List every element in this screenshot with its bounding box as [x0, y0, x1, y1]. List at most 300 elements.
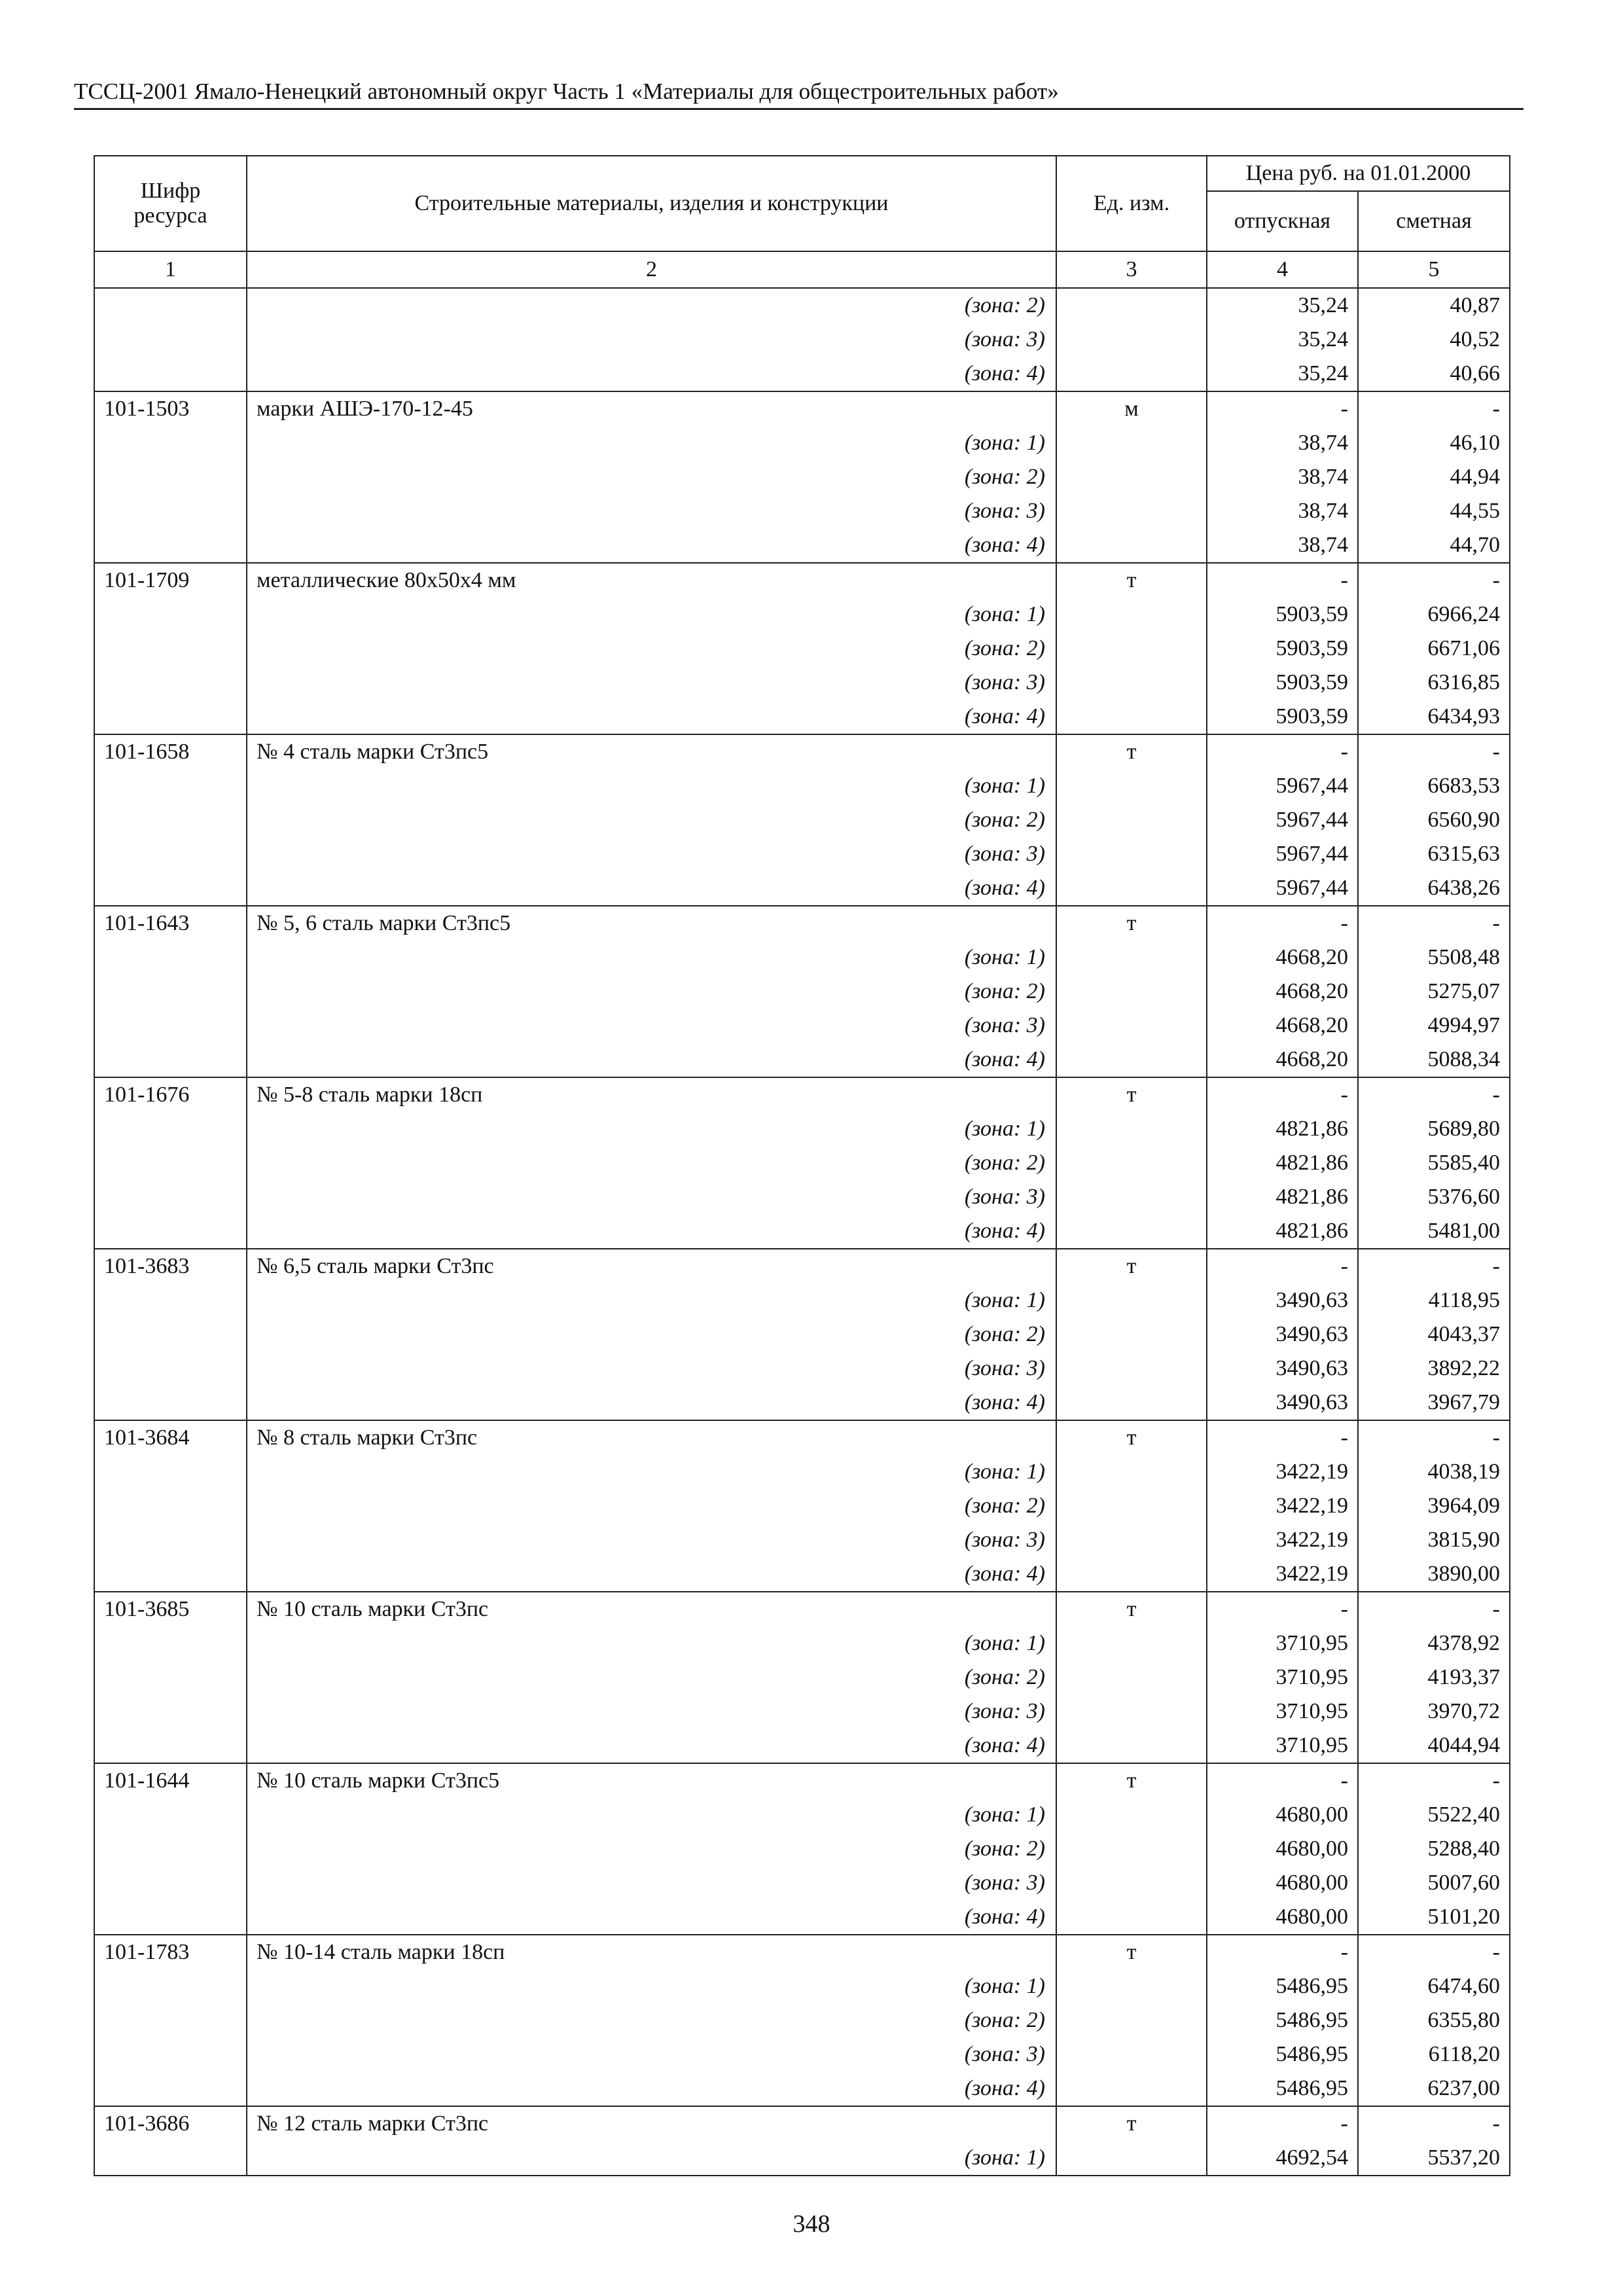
resource-code-cell: 101-1644: [94, 1763, 247, 1798]
zone-price-row: [94, 1146, 1510, 1180]
estimate-price-cell: 3964,09: [1358, 1489, 1510, 1523]
resource-code-cell: [94, 2037, 247, 2072]
unit-cell: [1056, 1318, 1207, 1352]
resource-row: [94, 391, 1510, 426]
release-price-cell: -: [1207, 563, 1358, 598]
zone-price-row: [94, 1660, 1510, 1695]
material-name-cell: № 5-8 сталь марки 18сп: [247, 1077, 1056, 1112]
zone-label-cell: (зона: 2): [247, 975, 1056, 1009]
zone-label-cell: (зона: 1): [247, 1455, 1056, 1489]
release-price-cell: 3422,19: [1207, 1557, 1358, 1592]
release-price-cell: -: [1207, 734, 1358, 769]
release-price-cell: -: [1207, 906, 1358, 941]
zone-price-row: [94, 1455, 1510, 1489]
resource-code-cell: [94, 975, 247, 1009]
resource-code-cell: [94, 700, 247, 734]
zone-price-row: [94, 323, 1510, 357]
release-price-cell: 4668,20: [1207, 975, 1358, 1009]
release-price-cell: 3710,95: [1207, 1695, 1358, 1729]
release-price-cell: 4821,86: [1207, 1214, 1358, 1249]
unit-cell: [1056, 1523, 1207, 1557]
release-price-cell: 35,24: [1207, 323, 1358, 357]
document-header: [74, 77, 1524, 110]
release-price-cell: -: [1207, 1420, 1358, 1455]
resource-code-cell: [94, 1557, 247, 1592]
estimate-price-cell: 5585,40: [1358, 1146, 1510, 1180]
release-price-cell: -: [1207, 2106, 1358, 2141]
resource-code-cell: 101-3685: [94, 1592, 247, 1626]
resource-code-cell: [94, 1214, 247, 1249]
zone-price-row: [94, 769, 1510, 803]
estimate-price-cell: 44,55: [1358, 494, 1510, 528]
unit-cell: [1056, 1900, 1207, 1935]
release-price-cell: 5486,95: [1207, 2037, 1358, 2072]
release-price-cell: 3710,95: [1207, 1660, 1358, 1695]
unit-cell: [1056, 598, 1207, 632]
unit-cell: т: [1056, 1592, 1207, 1626]
release-price-cell: -: [1207, 1249, 1358, 1283]
unit-cell: т: [1056, 1763, 1207, 1798]
unit-cell: т: [1056, 734, 1207, 769]
release-price-cell: 5903,59: [1207, 700, 1358, 734]
release-price-cell: 4680,00: [1207, 1832, 1358, 1866]
unit-cell: [1056, 941, 1207, 975]
zone-price-row: [94, 460, 1510, 494]
estimate-price-cell: 6434,93: [1358, 700, 1510, 734]
zone-label-cell: (зона: 3): [247, 1695, 1056, 1729]
release-price-cell: 38,74: [1207, 528, 1358, 563]
zone-price-row: [94, 1318, 1510, 1352]
zone-price-row: [94, 2003, 1510, 2037]
zone-label-cell: (зона: 3): [247, 323, 1056, 357]
unit-cell: т: [1056, 906, 1207, 941]
unit-cell: [1056, 1386, 1207, 1420]
zone-price-row: [94, 528, 1510, 563]
release-price-cell: -: [1207, 1763, 1358, 1798]
resource-code-cell: [94, 1489, 247, 1523]
zone-label-cell: (зона: 4): [247, 357, 1056, 391]
unit-cell: т: [1056, 1249, 1207, 1283]
release-price-cell: 4821,86: [1207, 1180, 1358, 1214]
release-price-cell: 5903,59: [1207, 598, 1358, 632]
unit-cell: [1056, 357, 1207, 391]
zone-price-row: [94, 1523, 1510, 1557]
release-price-cell: 3422,19: [1207, 1523, 1358, 1557]
zone-price-row: [94, 1112, 1510, 1146]
header-unit: Ед. изм.: [1056, 156, 1207, 251]
zone-price-row: [94, 494, 1510, 528]
resource-code-cell: [94, 666, 247, 700]
estimate-price-cell: 4118,95: [1358, 1283, 1510, 1318]
zone-label-cell: (зона: 2): [247, 1146, 1056, 1180]
resource-code-cell: [94, 2141, 247, 2176]
unit-cell: м: [1056, 391, 1207, 426]
unit-cell: [1056, 2072, 1207, 2106]
zone-label-cell: (зона: 1): [247, 2141, 1056, 2176]
resource-code-cell: [94, 1866, 247, 1900]
zone-label-cell: (зона: 4): [247, 2072, 1056, 2106]
estimate-price-cell: 5481,00: [1358, 1214, 1510, 1249]
release-price-cell: 4680,00: [1207, 1798, 1358, 1832]
unit-cell: [1056, 323, 1207, 357]
zone-label-cell: (зона: 4): [247, 700, 1056, 734]
column-number: 4: [1207, 251, 1358, 288]
zone-price-row: [94, 1009, 1510, 1043]
material-name-cell: № 8 сталь марки Ст3пс: [247, 1420, 1056, 1455]
estimate-price-cell: 6560,90: [1358, 803, 1510, 837]
resource-code-cell: [94, 1455, 247, 1489]
release-price-cell: 4821,86: [1207, 1112, 1358, 1146]
document-title: ТССЦ-2001 Ямало-Ненецкий автономный округ Часть 1 «Материалы для общестроительных работ»: [74, 79, 1059, 104]
resource-code-cell: [94, 803, 247, 837]
resource-code-cell: [94, 528, 247, 563]
zone-price-row: [94, 700, 1510, 734]
estimate-price-cell: 6118,20: [1358, 2037, 1510, 2072]
estimate-price-cell: 40,52: [1358, 323, 1510, 357]
unit-cell: [1056, 1660, 1207, 1695]
zone-label-cell: (зона: 4): [247, 1043, 1056, 1077]
resource-code-cell: [94, 426, 247, 460]
release-price-cell: 3490,63: [1207, 1386, 1358, 1420]
release-price-cell: 5486,95: [1207, 1969, 1358, 2003]
estimate-price-cell: 4994,97: [1358, 1009, 1510, 1043]
zone-price-row: [94, 941, 1510, 975]
resource-code-cell: [94, 598, 247, 632]
material-name-cell: № 10 сталь марки Ст3пс5: [247, 1763, 1056, 1798]
release-price-cell: 35,24: [1207, 357, 1358, 391]
resource-row: [94, 734, 1510, 769]
estimate-price-cell: 5508,48: [1358, 941, 1510, 975]
estimate-price-cell: 6671,06: [1358, 632, 1510, 666]
resource-row: [94, 1935, 1510, 1969]
release-price-cell: 4680,00: [1207, 1900, 1358, 1935]
estimate-price-cell: 6355,80: [1358, 2003, 1510, 2037]
zone-price-row: [94, 1866, 1510, 1900]
zone-price-row: [94, 357, 1510, 391]
unit-cell: [1056, 1283, 1207, 1318]
estimate-price-cell: 5088,34: [1358, 1043, 1510, 1077]
resource-row: [94, 1763, 1510, 1798]
zone-price-row: [94, 2037, 1510, 2072]
estimate-price-cell: -: [1358, 1592, 1510, 1626]
unit-cell: [1056, 871, 1207, 906]
release-price-cell: 38,74: [1207, 494, 1358, 528]
unit-cell: [1056, 1043, 1207, 1077]
unit-cell: [1056, 700, 1207, 734]
zone-price-row: [94, 666, 1510, 700]
estimate-price-cell: -: [1358, 391, 1510, 426]
unit-cell: [1056, 2003, 1207, 2037]
estimate-price-cell: -: [1358, 563, 1510, 598]
zone-price-row: [94, 1832, 1510, 1866]
resource-row: [94, 906, 1510, 941]
release-price-cell: 38,74: [1207, 426, 1358, 460]
release-price-cell: 3710,95: [1207, 1626, 1358, 1660]
estimate-price-cell: 5537,20: [1358, 2141, 1510, 2176]
estimate-price-cell: -: [1358, 734, 1510, 769]
zone-price-row: [94, 1695, 1510, 1729]
zone-price-row: [94, 1557, 1510, 1592]
material-name-cell: металлические 80х50х4 мм: [247, 563, 1056, 598]
estimate-price-cell: 3815,90: [1358, 1523, 1510, 1557]
release-price-cell: 5486,95: [1207, 2072, 1358, 2106]
resource-code-cell: [94, 871, 247, 906]
zone-price-row: [94, 1489, 1510, 1523]
resource-code-cell: [94, 1626, 247, 1660]
estimate-price-cell: 44,94: [1358, 460, 1510, 494]
estimate-price-cell: 6316,85: [1358, 666, 1510, 700]
resource-code-cell: [94, 1523, 247, 1557]
price-table: [94, 155, 1510, 2176]
unit-cell: т: [1056, 2106, 1207, 2141]
unit-cell: [1056, 1009, 1207, 1043]
estimate-price-cell: 6315,63: [1358, 837, 1510, 871]
column-number: 3: [1056, 251, 1207, 288]
unit-cell: [1056, 632, 1207, 666]
resource-code-cell: 101-1783: [94, 1935, 247, 1969]
unit-cell: [1056, 1455, 1207, 1489]
zone-price-row: [94, 1900, 1510, 1935]
estimate-price-cell: 5275,07: [1358, 975, 1510, 1009]
resource-row: [94, 1249, 1510, 1283]
zone-label-cell: (зона: 3): [247, 1180, 1056, 1214]
resource-code-cell: [94, 1352, 247, 1386]
estimate-price-cell: -: [1358, 2106, 1510, 2141]
estimate-price-cell: 6683,53: [1358, 769, 1510, 803]
resource-code-cell: [94, 494, 247, 528]
resource-code-cell: 101-3683: [94, 1249, 247, 1283]
resource-code-cell: 101-1709: [94, 563, 247, 598]
resource-row: [94, 1420, 1510, 1455]
release-price-cell: -: [1207, 1077, 1358, 1112]
unit-cell: [1056, 1866, 1207, 1900]
estimate-price-cell: 6237,00: [1358, 2072, 1510, 2106]
estimate-price-cell: 3970,72: [1358, 1695, 1510, 1729]
resource-code-cell: 101-3684: [94, 1420, 247, 1455]
zone-label-cell: (зона: 1): [247, 1798, 1056, 1832]
zone-label-cell: (зона: 2): [247, 1489, 1056, 1523]
zone-price-row: [94, 2072, 1510, 2106]
page-number: 348: [793, 2210, 830, 2238]
zone-price-row: [94, 1798, 1510, 1832]
unit-cell: [1056, 460, 1207, 494]
release-price-cell: 4680,00: [1207, 1866, 1358, 1900]
release-price-cell: -: [1207, 391, 1358, 426]
unit-cell: [1056, 1798, 1207, 1832]
zone-price-row: [94, 1626, 1510, 1660]
zone-price-row: [94, 1043, 1510, 1077]
unit-cell: [1056, 1352, 1207, 1386]
resource-code-cell: [94, 1386, 247, 1420]
zone-label-cell: (зона: 3): [247, 1352, 1056, 1386]
zone-label-cell: (зона: 1): [247, 769, 1056, 803]
zone-label-cell: (зона: 2): [247, 803, 1056, 837]
estimate-price-cell: -: [1358, 1249, 1510, 1283]
estimate-price-cell: 6474,60: [1358, 1969, 1510, 2003]
material-name-cell: № 10-14 сталь марки 18сп: [247, 1935, 1056, 1969]
release-price-cell: 5967,44: [1207, 769, 1358, 803]
unit-cell: [1056, 666, 1207, 700]
zone-price-row: [94, 2141, 1510, 2176]
zone-label-cell: (зона: 1): [247, 1626, 1056, 1660]
unit-cell: [1056, 1969, 1207, 2003]
resource-code-cell: [94, 1660, 247, 1695]
resource-code-cell: [94, 1798, 247, 1832]
release-price-cell: -: [1207, 1935, 1358, 1969]
material-name-cell: № 6,5 сталь марки Ст3пс: [247, 1249, 1056, 1283]
column-number-row: [94, 251, 1510, 288]
release-price-cell: 35,24: [1207, 288, 1358, 323]
estimate-price-cell: 4378,92: [1358, 1626, 1510, 1660]
unit-cell: т: [1056, 1935, 1207, 1969]
unit-cell: [1056, 769, 1207, 803]
column-number: 2: [247, 251, 1056, 288]
column-number: 5: [1358, 251, 1510, 288]
release-price-cell: -: [1207, 1592, 1358, 1626]
resource-code-cell: [94, 837, 247, 871]
resource-code-cell: [94, 1146, 247, 1180]
unit-cell: т: [1056, 1077, 1207, 1112]
unit-cell: [1056, 1146, 1207, 1180]
zone-label-cell: (зона: 4): [247, 1557, 1056, 1592]
unit-cell: [1056, 2141, 1207, 2176]
unit-cell: т: [1056, 563, 1207, 598]
zone-price-row: [94, 803, 1510, 837]
zone-label-cell: (зона: 2): [247, 460, 1056, 494]
resource-code-cell: 101-1643: [94, 906, 247, 941]
table-body: [94, 288, 1510, 2176]
zone-price-row: [94, 837, 1510, 871]
unit-cell: т: [1056, 1420, 1207, 1455]
release-price-cell: 5967,44: [1207, 837, 1358, 871]
estimate-price-cell: 6438,26: [1358, 871, 1510, 906]
zone-label-cell: (зона: 1): [247, 1112, 1056, 1146]
header-price-group: Цена руб. на 01.01.2000: [1207, 156, 1510, 191]
zone-label-cell: (зона: 4): [247, 1729, 1056, 1763]
material-name-cell: № 4 сталь марки Ст3пс5: [247, 734, 1056, 769]
resource-code-cell: [94, 460, 247, 494]
zone-label-cell: (зона: 1): [247, 1283, 1056, 1318]
release-price-cell: 5903,59: [1207, 666, 1358, 700]
header-price-estimate: сметная: [1358, 191, 1510, 251]
resource-code-cell: 101-1676: [94, 1077, 247, 1112]
material-name-cell: № 12 сталь марки Ст3пс: [247, 2106, 1056, 2141]
estimate-price-cell: 3890,00: [1358, 1557, 1510, 1592]
resource-code-cell: [94, 1283, 247, 1318]
release-price-cell: 4821,86: [1207, 1146, 1358, 1180]
unit-cell: [1056, 288, 1207, 323]
zone-label-cell: (зона: 1): [247, 941, 1056, 975]
resource-row: [94, 563, 1510, 598]
estimate-price-cell: 4043,37: [1358, 1318, 1510, 1352]
estimate-price-cell: 4044,94: [1358, 1729, 1510, 1763]
estimate-price-cell: 3892,22: [1358, 1352, 1510, 1386]
zone-label-cell: (зона: 3): [247, 494, 1056, 528]
resource-code-cell: [94, 2003, 247, 2037]
release-price-cell: 3422,19: [1207, 1455, 1358, 1489]
header-name: Строительные материалы, изделия и конструкции: [247, 156, 1056, 251]
estimate-price-cell: 5689,80: [1358, 1112, 1510, 1146]
resource-code-cell: [94, 1318, 247, 1352]
zone-price-row: [94, 1386, 1510, 1420]
unit-cell: [1056, 2037, 1207, 2072]
release-price-cell: 4692,54: [1207, 2141, 1358, 2176]
zone-label-cell: (зона: 2): [247, 1832, 1056, 1866]
material-name-cell: № 5, 6 сталь марки Ст3пс5: [247, 906, 1056, 941]
material-name-cell: № 10 сталь марки Ст3пс: [247, 1592, 1056, 1626]
estimate-price-cell: 44,70: [1358, 528, 1510, 563]
resource-code-cell: [94, 323, 247, 357]
estimate-price-cell: 5522,40: [1358, 1798, 1510, 1832]
zone-label-cell: (зона: 4): [247, 1386, 1056, 1420]
zone-label-cell: (зона: 3): [247, 837, 1056, 871]
release-price-cell: 4668,20: [1207, 941, 1358, 975]
resource-code-cell: [94, 1900, 247, 1935]
release-price-cell: 3710,95: [1207, 1729, 1358, 1763]
zone-price-row: [94, 426, 1510, 460]
zone-price-row: [94, 1180, 1510, 1214]
unit-cell: [1056, 528, 1207, 563]
unit-cell: [1056, 837, 1207, 871]
estimate-price-cell: -: [1358, 1935, 1510, 1969]
resource-code-cell: [94, 2072, 247, 2106]
zone-label-cell: (зона: 4): [247, 528, 1056, 563]
resource-code-cell: [94, 1009, 247, 1043]
zone-price-row: [94, 1283, 1510, 1318]
zone-label-cell: (зона: 1): [247, 426, 1056, 460]
estimate-price-cell: 5007,60: [1358, 1866, 1510, 1900]
resource-code-cell: [94, 632, 247, 666]
release-price-cell: 3490,63: [1207, 1352, 1358, 1386]
zone-price-row: [94, 975, 1510, 1009]
release-price-cell: 38,74: [1207, 460, 1358, 494]
estimate-price-cell: 5376,60: [1358, 1180, 1510, 1214]
unit-cell: [1056, 1214, 1207, 1249]
resource-code-cell: 101-3686: [94, 2106, 247, 2141]
zone-label-cell: (зона: 3): [247, 1866, 1056, 1900]
zone-price-row: [94, 632, 1510, 666]
zone-label-cell: (зона: 3): [247, 666, 1056, 700]
zone-price-row: [94, 288, 1510, 323]
release-price-cell: 3422,19: [1207, 1489, 1358, 1523]
unit-cell: [1056, 1112, 1207, 1146]
resource-code-cell: [94, 357, 247, 391]
release-price-cell: 5967,44: [1207, 871, 1358, 906]
resource-code-cell: [94, 1695, 247, 1729]
resource-row: [94, 1592, 1510, 1626]
unit-cell: [1056, 1729, 1207, 1763]
resource-code-cell: [94, 1832, 247, 1866]
zone-label-cell: (зона: 3): [247, 1523, 1056, 1557]
zone-price-row: [94, 871, 1510, 906]
unit-cell: [1056, 494, 1207, 528]
estimate-price-cell: 3967,79: [1358, 1386, 1510, 1420]
release-price-cell: 4668,20: [1207, 1009, 1358, 1043]
zone-label-cell: (зона: 2): [247, 288, 1056, 323]
resource-row: [94, 1077, 1510, 1112]
release-price-cell: 5903,59: [1207, 632, 1358, 666]
release-price-cell: 5967,44: [1207, 803, 1358, 837]
zone-label-cell: (зона: 4): [247, 871, 1056, 906]
release-price-cell: 3490,63: [1207, 1318, 1358, 1352]
estimate-price-cell: 4193,37: [1358, 1660, 1510, 1695]
estimate-price-cell: 5101,20: [1358, 1900, 1510, 1935]
unit-cell: [1056, 803, 1207, 837]
zone-label-cell: (зона: 4): [247, 1900, 1056, 1935]
table-head: [94, 156, 1510, 288]
header-code: Шифр ресурса: [94, 156, 247, 251]
estimate-price-cell: 6966,24: [1358, 598, 1510, 632]
